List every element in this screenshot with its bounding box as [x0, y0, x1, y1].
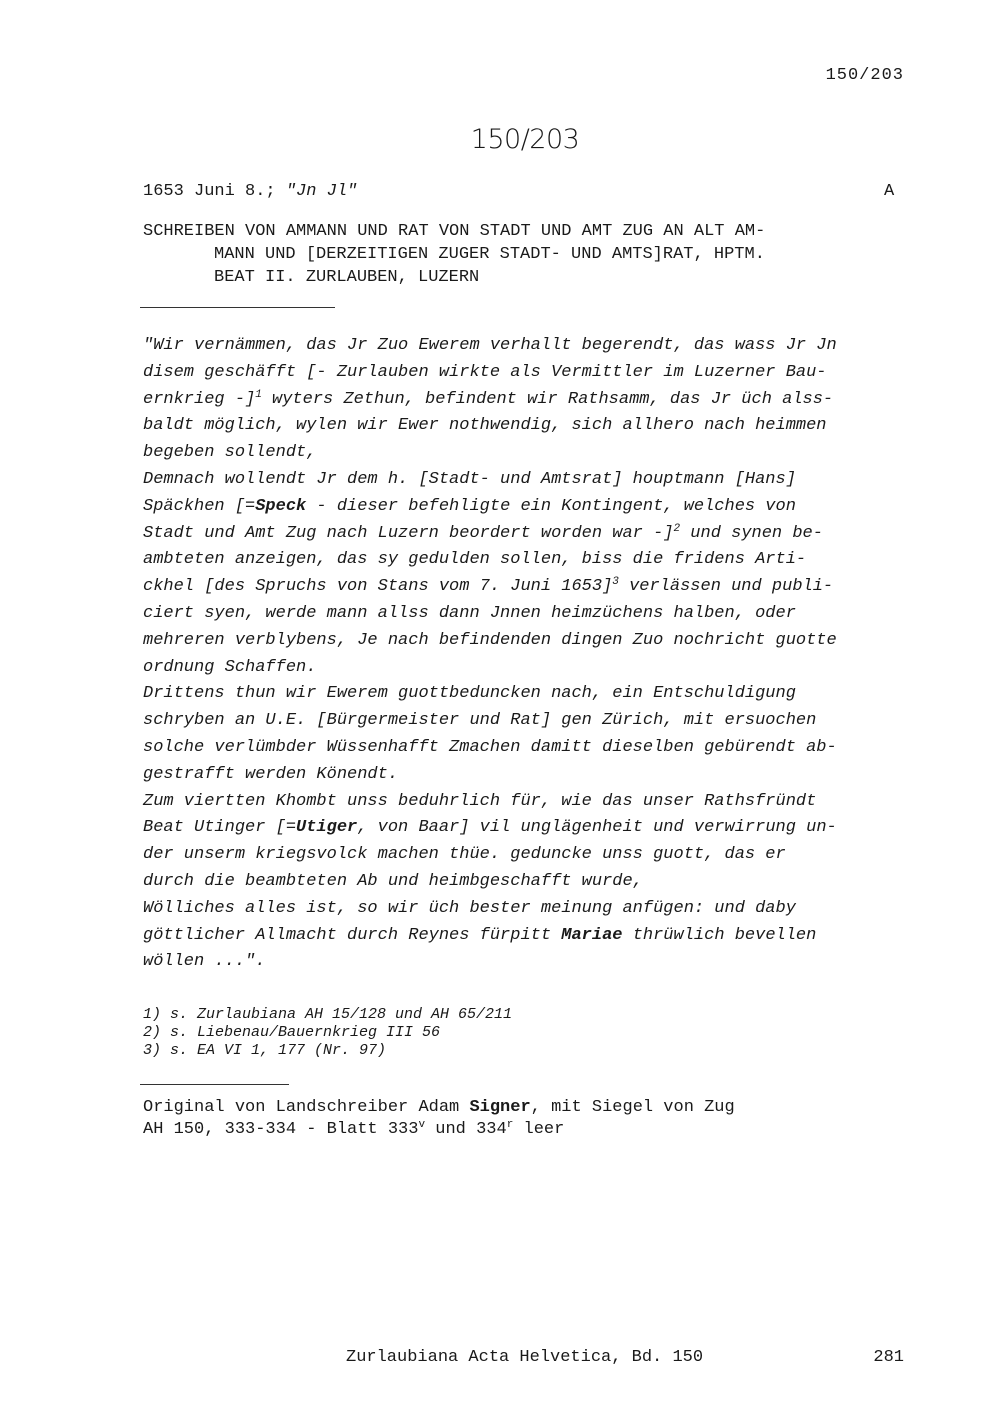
- letter-text: [143, 333, 837, 976]
- text-line: schryben an U.E. [Bürgermeister und Rat] gen Zürich, mit ersuochen: [143, 711, 817, 731]
- text-fragment: ckhel [des Spruchs von Stans vom 7. Juni 1653]: [143, 577, 613, 597]
- text-line: gestrafft werden Könendt.: [143, 764, 399, 784]
- text-fragment: verlässen und publi-: [618, 577, 834, 597]
- text-line: begeben sollendt,: [143, 443, 317, 463]
- text-line: [143, 815, 837, 842]
- text-line: durch die beambteten Ab und heimbgeschafft wurde,: [143, 871, 643, 891]
- footnote-ref: 1: [255, 388, 262, 401]
- category-letter: A: [884, 182, 895, 201]
- name-mariae: Mariae: [561, 925, 623, 945]
- source-line: [143, 1119, 735, 1141]
- text-line: Wölliches alles ist, so wir üch bester meinung anfügen: und daby: [143, 898, 796, 918]
- text-line: Zum viertten Khombt unss beduhrlich für, wie das unser Rathsfründt: [143, 791, 817, 811]
- divider: [140, 307, 335, 308]
- footnote: 1) s. Zurlaubiana AH 15/128 und AH 65/211: [143, 1006, 513, 1023]
- text-line: [143, 923, 837, 950]
- text-line: der unserm kriegsvolck machen thüe. geduncke unss guott, das er: [143, 845, 786, 865]
- text-fragment: AH 150, 333-334 - Blatt 333: [143, 1120, 419, 1139]
- text-line: wöllen ...".: [143, 952, 266, 972]
- footnote: 2) s. Liebenau/Bauernkrieg III 56: [143, 1024, 441, 1041]
- text-fragment: ernkrieg -]: [143, 389, 256, 409]
- text-line: ambteten anzeigen, das sy gedulden sollen, biss die fridens Arti-: [143, 550, 807, 570]
- header-doc-number: 150/203: [825, 66, 904, 85]
- text-line: disem geschäfft [- Zurlauben wirkte als Vermittler im Luzerner Bau-: [143, 362, 827, 382]
- date-line: [143, 182, 357, 201]
- footnotes: [143, 1006, 512, 1060]
- text-line: Drittens thun wir Ewerem guottbeduncken nach, ein Entschuldigung: [143, 684, 796, 704]
- text-line: [143, 521, 837, 548]
- text-line: [143, 387, 837, 414]
- text-fragment: , mit Siegel von Zug: [530, 1098, 735, 1117]
- text-line: "Wir vernämmen, das Jr Zuo Ewerem verhallt begerendt, das wass Jr Jn: [143, 336, 837, 355]
- name-utiger: Utiger: [296, 818, 358, 838]
- document-place: "Jn Jl": [285, 182, 358, 201]
- text-fragment: - dieser befehligte ein Kontingent, welches von: [306, 496, 796, 516]
- footer-series: Zurlaubiana Acta Helvetica, Bd. 150: [346, 1348, 704, 1367]
- text-fragment: wyters Zethun, befindent wir Rathsamm, das Jr üch alss-: [261, 389, 834, 409]
- recto-mark: r: [506, 1119, 514, 1131]
- text-fragment: und 334: [425, 1120, 507, 1139]
- divider: [140, 1084, 289, 1085]
- footnote-ref: 3: [612, 576, 619, 589]
- document-number: 150/203: [470, 124, 580, 155]
- text-fragment: Beat Utinger [=: [143, 818, 297, 838]
- text-fragment: göttlicher Allmacht durch Reynes fürpitt: [143, 925, 562, 945]
- text-fragment: Original von Landschreiber Adam: [143, 1098, 470, 1117]
- page-number: 281: [873, 1348, 904, 1367]
- source-note: [143, 1097, 735, 1141]
- text-line: ciert syen, werde mann allss dann Jnnen heimzüchens halben, oder: [143, 603, 796, 623]
- text-fragment: Stadt und Amt Zug nach Luzern beordert worden war -]: [143, 523, 674, 543]
- text-fragment: Späckhen [=: [143, 496, 256, 516]
- text-line: baldt möglich, wylen wir Ewer nothwendig, sich allhero nach heimmen: [143, 416, 827, 436]
- text-fragment: leer: [513, 1120, 565, 1139]
- document-title: [143, 220, 765, 289]
- text-line: [143, 574, 837, 601]
- text-line: Demnach wollendt Jr dem h. [Stadt- und Amtsrat] houptmann [Hans]: [143, 469, 796, 489]
- title-line: SCHREIBEN VON AMMANN UND RAT VON STADT UND AMT ZUG AN ALT AM-: [143, 222, 766, 241]
- text-line: ordnung Schaffen.: [143, 657, 317, 677]
- text-fragment: und synen be-: [680, 523, 823, 543]
- footnote-ref: 2: [673, 522, 681, 535]
- verso-mark: v: [418, 1119, 426, 1131]
- name-signer: Signer: [469, 1098, 531, 1117]
- text-fragment: , von Baar] vil unglägenheit und verwirrung un-: [357, 818, 837, 838]
- document-date: 1653 Juni 8.;: [143, 182, 276, 201]
- name-speck: Speck: [255, 496, 307, 516]
- title-line: BEAT II. ZURLAUBEN, LUZERN: [214, 268, 480, 287]
- source-line: [143, 1097, 735, 1119]
- title-line: MANN UND [DERZEITIGEN ZUGER STADT- UND AMTS]RAT, HPTM.: [214, 245, 765, 264]
- footnote: 3) s. EA VI 1, 177 (Nr. 97): [143, 1042, 387, 1059]
- text-line: solche verlümbder Wüssenhafft Zmachen damitt dieselben gebürendt ab-: [143, 737, 837, 757]
- text-line: mehreren verblybens, Je nach befindenden dingen Zuo nochricht guotte: [143, 630, 837, 650]
- text-fragment: thrüwlich bevellen: [622, 925, 817, 945]
- text-line: [143, 494, 837, 521]
